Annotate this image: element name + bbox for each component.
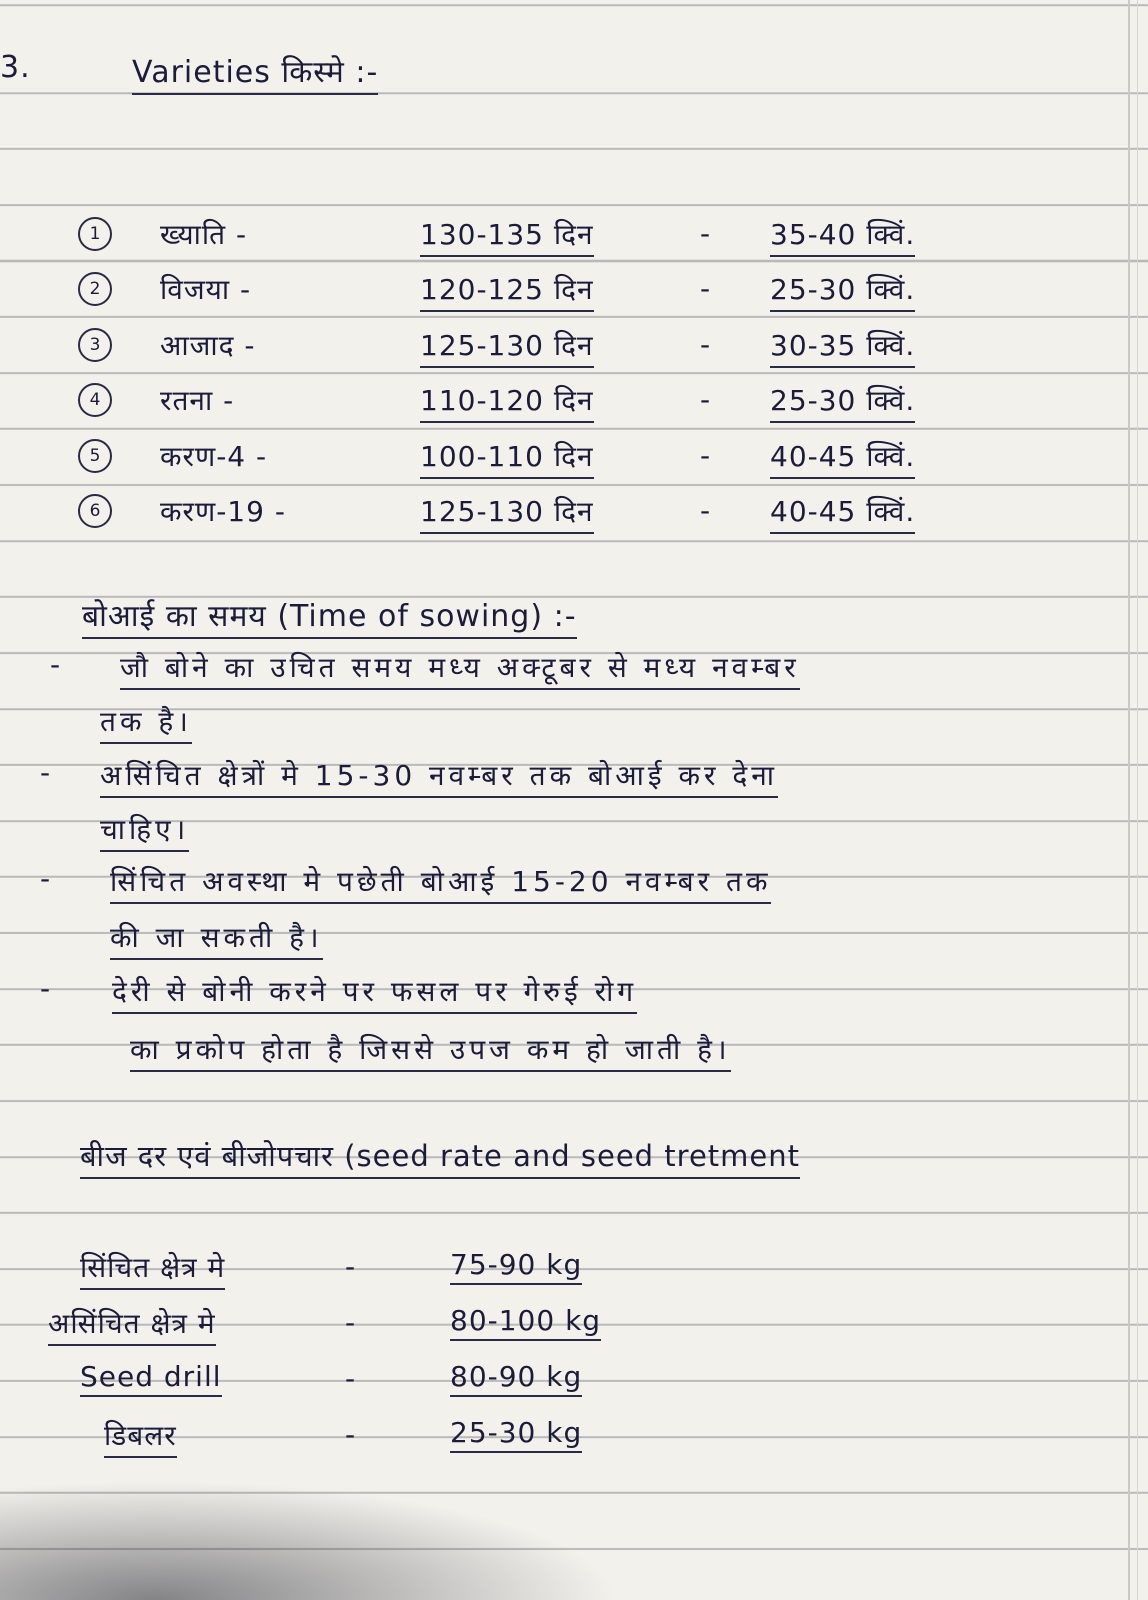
seed-rate-value: 25-30 kg: [450, 1416, 582, 1453]
variety-number-circle: 4: [78, 383, 112, 417]
variety-yield: 30-35 क्विं.: [770, 326, 915, 368]
variety-duration: 100-110 दिन: [420, 437, 594, 479]
bullet-dash: -: [40, 862, 51, 895]
sowing-point-line: जौ बोने का उचित समय मध्य अक्टूबर से मध्य नवम्बर: [120, 648, 800, 690]
sowing-point-continuation: का प्रकोप होता है जिससे उपज कम हो जाती है।: [130, 1030, 731, 1072]
seed-heading: बीज दर एवं बीजोपचार (seed rate and seed tretment: [80, 1136, 800, 1179]
varieties-heading: Varieties किस्मे :-: [132, 50, 378, 95]
variety-number-circle: 6: [78, 494, 112, 528]
separator-dash: -: [700, 439, 711, 472]
seed-rate-label: सिंचित क्षेत्र मे: [80, 1248, 225, 1290]
separator-dash: -: [345, 1362, 356, 1395]
seed-rate-value: 80-90 kg: [450, 1360, 582, 1397]
variety-name: ख्याति -: [160, 218, 248, 251]
bullet-dash: -: [50, 648, 61, 681]
variety-name: आजाद -: [160, 329, 256, 362]
separator-dash: -: [345, 1250, 356, 1283]
variety-duration: 110-120 दिन: [420, 381, 594, 423]
separator-dash: -: [345, 1306, 356, 1339]
seed-rate-value: 75-90 kg: [450, 1248, 582, 1285]
variety-duration: 125-130 दिन: [420, 492, 594, 534]
margin-line: [1128, 0, 1130, 1600]
photo-shadow: [0, 1480, 620, 1600]
sowing-point-line: देरी से बोनी करने पर फसल पर गेरुई रोग: [112, 972, 637, 1014]
sowing-point-continuation: की जा सकती है।: [110, 918, 323, 960]
variety-number-circle: 1: [78, 217, 112, 251]
variety-number-circle: 5: [78, 439, 112, 473]
bullet-dash: -: [40, 972, 51, 1005]
variety-number-circle: 2: [78, 272, 112, 306]
separator-dash: -: [700, 217, 711, 250]
separator-dash: -: [700, 383, 711, 416]
separator-dash: -: [700, 272, 711, 305]
variety-yield: 35-40 क्विं.: [770, 215, 915, 257]
separator-dash: -: [700, 328, 711, 361]
seed-rate-label: Seed drill: [80, 1360, 222, 1397]
variety-yield: 25-30 क्विं.: [770, 381, 915, 423]
sowing-point-line: सिंचित अवस्था मे पछेती बोआई 15-20 नवम्बर तक: [110, 862, 771, 904]
variety-name: रतना -: [160, 384, 235, 417]
seed-rate-label: डिबलर: [104, 1416, 177, 1458]
bullet-dash: -: [40, 756, 51, 789]
variety-duration: 120-125 दिन: [420, 270, 594, 312]
sowing-point-line: असिंचित क्षेत्रों मे 15-30 नवम्बर तक बोआई कर देना: [100, 756, 778, 798]
sowing-point-continuation: चाहिए।: [100, 810, 189, 852]
variety-number-circle: 3: [78, 328, 112, 362]
section-number: 3.: [0, 50, 31, 85]
seed-rate-value: 80-100 kg: [450, 1304, 601, 1341]
separator-dash: -: [345, 1418, 356, 1451]
variety-yield: 40-45 क्विं.: [770, 437, 915, 479]
separator-dash: -: [700, 494, 711, 527]
sowing-heading: बोआई का समय (Time of sowing) :-: [82, 594, 577, 639]
seed-rate-label: असिंचित क्षेत्र मे: [48, 1304, 216, 1346]
variety-name: करण-19 -: [160, 495, 286, 528]
variety-name: करण-4 -: [160, 440, 268, 473]
sowing-point-continuation: तक है।: [100, 702, 192, 744]
variety-name: विजया -: [160, 273, 252, 306]
variety-yield: 40-45 क्विं.: [770, 492, 915, 534]
variety-yield: 25-30 क्विं.: [770, 270, 915, 312]
margin-line-inner: [1137, 0, 1138, 1600]
variety-duration: 130-135 दिन: [420, 215, 594, 257]
variety-duration: 125-130 दिन: [420, 326, 594, 368]
